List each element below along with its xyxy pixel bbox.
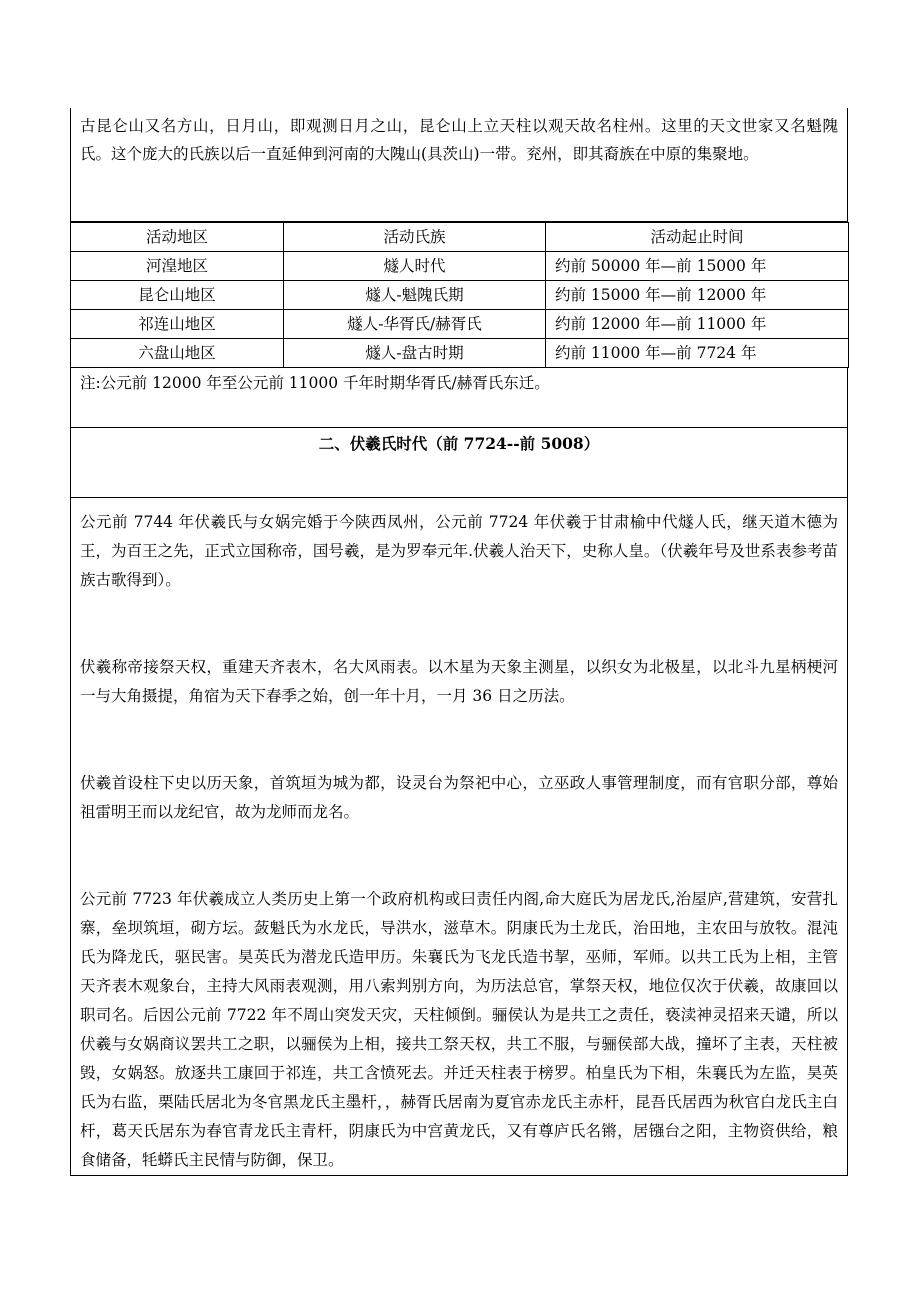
table-row xyxy=(71,252,849,281)
cell-region: 六盘山地区 xyxy=(71,339,284,368)
activity-table xyxy=(70,222,849,368)
document-page xyxy=(70,108,848,1176)
cell-region: 昆仑山地区 xyxy=(71,281,284,310)
section-heading-cell xyxy=(70,428,848,498)
cell-clan: 燧人-魁隗氏期 xyxy=(284,281,546,310)
cell-clan: 燧人-盘古时期 xyxy=(284,339,546,368)
paragraph-4: 公元前 7723 年伏羲成立人类历史上第一个政府机构或曰责任内阁,命大庭氏为居龙氏,治屋庐,营建筑，安营扎寨，垒坝筑垣，砌方坛。蔹魁氏为水龙氏，导洪水，滋草木。阴康氏为土龙氏，治田地，主农田与放牧。混沌氏为降龙氏，驱民害。昊英氏为潜龙氏造甲历。朱襄氏为飞龙氏造书挈，巫师，军师。以共工氏为上相，主管天齐表木观象台，主持大风雨表观测，用八索判别方向，为历法总官，掌祭天权，地位仅次于伏羲，故康回以职司名。后因公元前 7722 年不周山突发天灾，天柱倾倒。骊侯认为是共工之责任，亵渎神灵招来天谴，所以伏羲与女娲商议罢共工之职，以骊侯为上相，接共工祭天权，共工不服，与骊侯部大战，撞坏了主表，天柱被毁，女娲怒。放逐共工康回于祁连，共工含愤死去。并迁天柱表于榜罗。柏皇氏为下相，朱襄氏为左监，昊英氏为右监，栗陆氏居北为冬官黑龙氏主墨杆，，赫胥氏居南为夏官赤龙氏主赤杆，昆吾氏居西为秋官白龙氏主白杆，葛天氏居东为春官青龙氏主青杆，阴康氏为中宫黄龙氏，又有尊庐氏名锵，居镪台之阳，主物资供给，粮食储备，牦蟒氏主民情与防御，保卫。 xyxy=(80,890,838,1169)
cell-period: 约前 12000 年—前 11000 年 xyxy=(546,310,849,339)
header-clan: 活动氏族 xyxy=(284,223,546,252)
note-text: 注:公元前 12000 年至公元前 11000 千年时期华胥氏/赫胥氏东迁。 xyxy=(80,374,550,392)
header-period: 活动起止时间 xyxy=(546,223,849,252)
intro-paragraph: 古昆仑山又名方山，日月山，即观测日月之山，昆仑山上立天柱以观天故名柱州。这里的天文世家又名魁隗氏。这个庞大的氏族以后一直延伸到河南的大隗山(具茨山)一带。兖州，即其裔族在中原的集聚地。 xyxy=(80,117,838,163)
section-heading: 二、伏羲氏时代（前 7724--前 5008） xyxy=(318,434,600,453)
paragraph-3: 伏羲首设柱下史以历天象，首筑垣为城为都，设灵台为祭祀中心，立巫政人事管理制度，而有官职分部，尊始祖雷明王而以龙纪官，故为龙师而龙名。 xyxy=(80,774,838,821)
cell-period: 约前 15000 年—前 12000 年 xyxy=(546,281,849,310)
header-region: 活动地区 xyxy=(71,223,284,252)
cell-region: 河湟地区 xyxy=(71,252,284,281)
cell-clan: 燧人时代 xyxy=(284,252,546,281)
note-cell xyxy=(70,368,848,428)
intro-cell xyxy=(70,108,848,222)
table-row xyxy=(71,339,849,368)
cell-period: 约前 11000 年—前 7724 年 xyxy=(546,339,849,368)
table-header-row xyxy=(71,223,849,252)
paragraph-1: 公元前 7744 年伏羲氏与女娲完婚于今陕西凤州，公元前 7724 年伏羲于甘肃榆中代燧人氏，继天道木德为王，为百王之先，正式立国称帝，国号羲，是为罗奉元年.伏羲人治天下，史称人皇。（伏羲年号及世系表参考苗族古歌得到）。 xyxy=(80,513,838,589)
cell-period: 约前 50000 年—前 15000 年 xyxy=(546,252,849,281)
cell-region: 祁连山地区 xyxy=(71,310,284,339)
paragraph-2: 伏羲称帝接祭天权，重建天齐表木，名大风雨表。以木星为天象主测星，以织女为北极星，以北斗九星柄梗河一与大角摄提，角宿为天下春季之始，创一年十月，一月 36 日之历法。 xyxy=(80,658,838,705)
table-row xyxy=(71,310,849,339)
body-cell xyxy=(70,498,848,1176)
table-row xyxy=(71,281,849,310)
cell-clan: 燧人-华胥氏/赫胥氏 xyxy=(284,310,546,339)
